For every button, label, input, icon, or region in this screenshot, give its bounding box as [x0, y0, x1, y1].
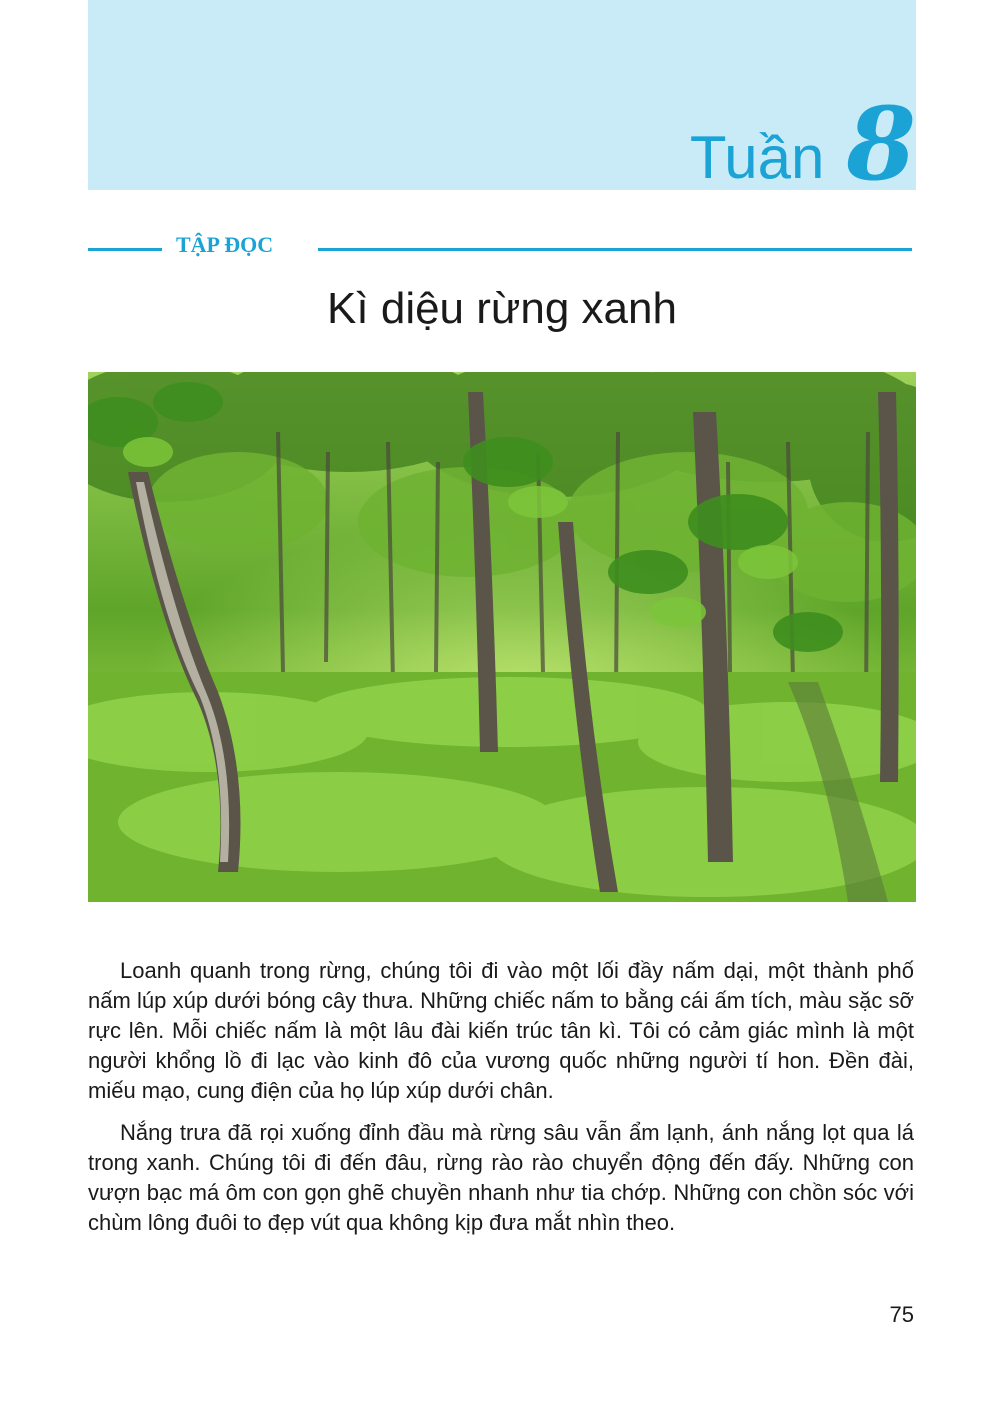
week-heading — [689, 85, 916, 203]
week-number: 8 — [846, 85, 916, 203]
section-rule-left — [88, 248, 162, 251]
page-number: 75 — [889, 1302, 914, 1327]
section-label: TẬP ĐỌC — [176, 232, 274, 257]
section-rule-right — [318, 248, 912, 251]
passage-paragraph-2: Nắng trưa đã rọi xuống đỉnh đầu mà rừng sâu vẫn ẩm lạnh, ánh nắng lọt qua lá trong xanh. Chúng tôi đi đến đâu, rừng rào rào chuyển động đến đấy. Những con vượn bạc má ôm con gọn ghẽ chuyền nhanh như tia chớp. Những con chồn sóc với chùm lông đuôi to đẹp vút qua không kịp đưa mắt nhìn theo. — [88, 1120, 914, 1235]
passage-paragraph-1: Loanh quanh trong rừng, chúng tôi đi vào một lối đầy nấm dại, một thành phố nấm lúp xúp dưới bóng cây thưa. Những chiếc nấm to bằng cái ấm tích, màu sặc sỡ rực lên. Mỗi chiếc nấm là một lâu đài kiến trúc tân kì. Tôi có cảm giác mình là một người khổng lồ đi lạc vào kinh đô của vương quốc những người tí hon. Đền đài, miếu mạo, cung điện của họ lúp xúp dưới chân. — [88, 958, 914, 1103]
week-word: Tuần — [689, 124, 825, 191]
lesson-title: Kì diệu rừng xanh — [327, 284, 677, 333]
chapter-header-band — [88, 0, 916, 203]
forest-photo — [88, 372, 916, 902]
reading-passage — [88, 956, 914, 1250]
